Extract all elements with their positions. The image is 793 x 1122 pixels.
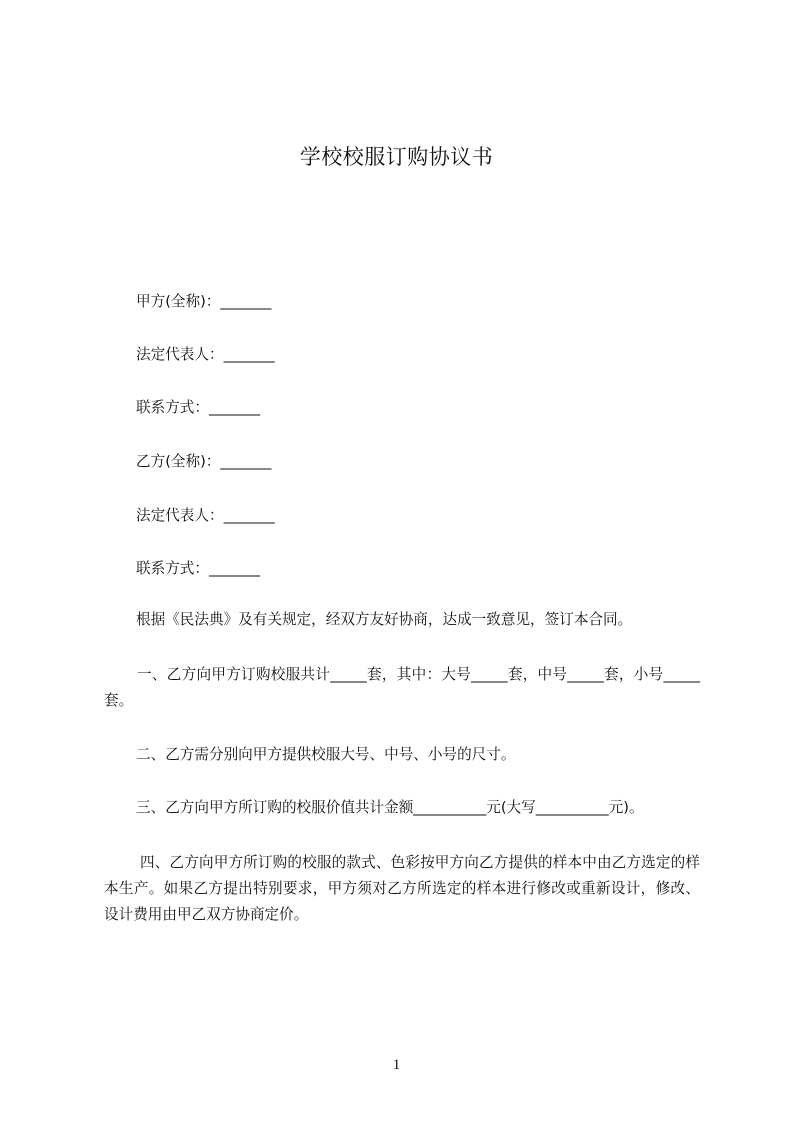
preamble-paragraph: 根据《民法典》及有关规定，经双方友好协商，达成一致意见，签订本合同。 (136, 611, 633, 628)
document-title: 学校校服订购协议书 (299, 145, 494, 169)
party-a-name-field: 甲方(全称)：_______ (136, 293, 272, 310)
clause-1: 一、乙方向甲方订购校服共计_____套，其中：大号_____套，中号_____套，小号_____套。 (104, 666, 700, 709)
party-b-representative-field: 法定代表人：_______ (136, 507, 275, 524)
party-a-contact-field: 联系方式：_______ (136, 399, 261, 416)
party-b-name-field: 乙方(全称)：_______ (136, 453, 272, 470)
clause-2: 二、乙方需分别向甲方提供校服大号、中号、小号的尺寸。 (136, 746, 516, 763)
clause-3: 三、乙方向甲方所订购的校服价值共计金额__________元(大写__________元)。 (136, 799, 644, 816)
party-a-representative-field: 法定代表人：_______ (136, 346, 275, 363)
page-number: 1 (392, 1057, 401, 1073)
clause-4: 四、乙方向甲方所订购的校服的款式、色彩按甲方向乙方提供的样本中由乙方选定的样本生产。如果乙方提出特别要求，甲方须对乙方所选定的样本进行修改或重新设计，修改、设计费用由甲乙双方协商定价。 (104, 854, 700, 923)
party-b-contact-field: 联系方式：_______ (136, 560, 261, 577)
